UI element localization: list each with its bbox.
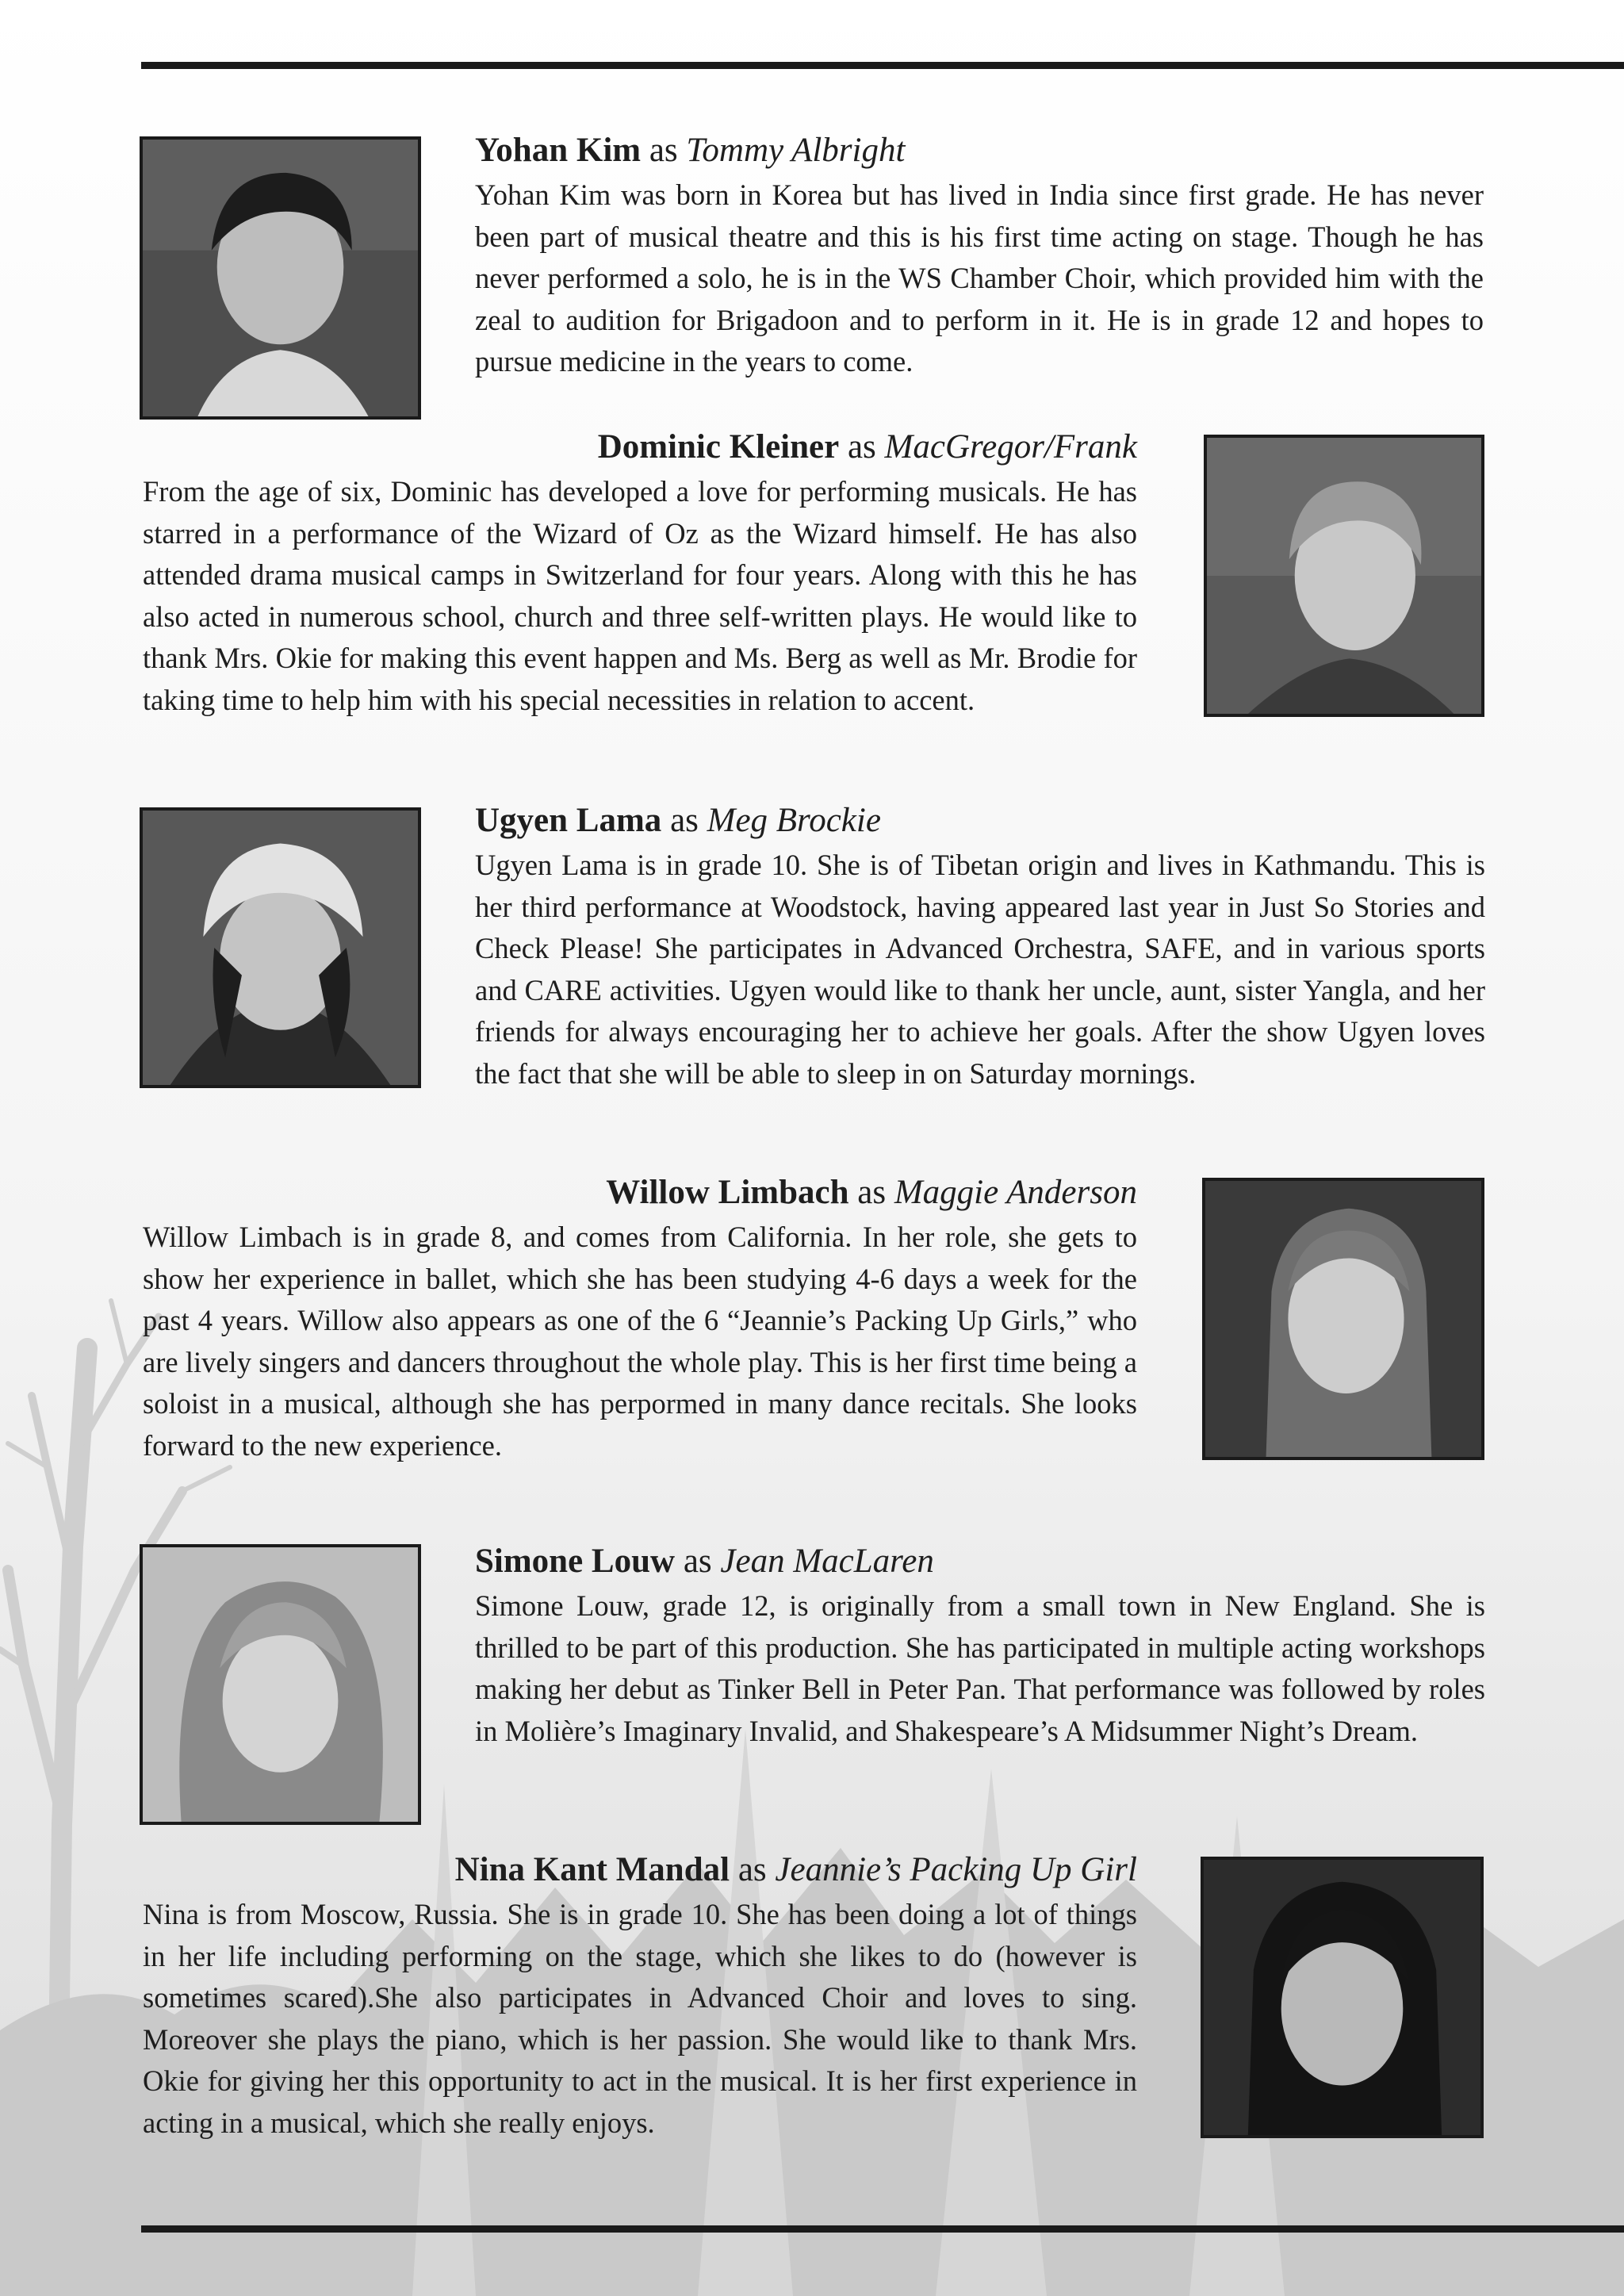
as-word: as [847,428,876,466]
actor-name: Dominic Kleiner [597,428,840,466]
top-rule [141,62,1624,69]
bio-heading [475,128,1484,173]
portrait-simone-louw [140,1544,421,1825]
actor-name: Simone Louw [475,1543,676,1580]
bottom-rule [141,2225,1624,2233]
as-word: as [683,1543,712,1580]
portrait-yohan-kim [140,136,421,420]
bio-heading [143,425,1137,470]
role-name: Meg Brockie [707,802,881,839]
role-name: Maggie Anderson [894,1174,1137,1211]
portrait-nina-kant-mandal [1201,1857,1484,2138]
portrait-dominic-kleiner [1204,435,1484,717]
bio-heading [143,1848,1137,1892]
actor-name: Willow Limbach [606,1174,849,1211]
bio-heading [143,1171,1137,1215]
actor-name: Ugyen Lama [475,802,662,839]
role-name: Jean MacLaren [720,1543,934,1580]
role-name: MacGregor/Frank [884,428,1137,466]
as-word: as [857,1174,887,1211]
actor-name: Nina Kant Mandal [454,1851,730,1888]
actor-name: Yohan Kim [475,132,642,169]
portrait-ugyen-lama [140,807,421,1088]
bio-text: Nina is from Moscow, Russia. She is in grade 10. She has been doing a lot of things in her life including performing on the stage, which she likes to do (however is sometimes scared).She also participates in Advanced Choir and loves to sing. Moreover she plays the piano, which is her passion. She would like to thank Mrs. Okie for giving her this opportunity to act in the musical. It is her first experience in acting in a musical, which she really enjoys. [143,1898,1137,2139]
bio-text: From the age of six, Dominic has developed a love for performing musicals. He has starred in a performance of the Wizard of Oz as the Wizard himself. He has also attended drama musical camps in Switzerland for four years. Along with this he has also acted in numerous school, church and three self-written plays. He would like to thank Mrs. Okie for making this event happen and Ms. Berg as well as Mr. Brodie for taking time to help him with his special necessities in relation to accent. [143,475,1137,716]
as-word: as [737,1851,767,1888]
as-word: as [649,132,678,169]
as-word: as [670,802,699,839]
bio-text: Willow Limbach is in grade 8, and comes from California. In her role, she gets to show her experience in ballet, which she has been studying 4-6 days a week for the past 4 years. Willow also appears as one of the 6 “Jeannie’s Packing Up Girls,” who are lively singers and dancers throughout the whole play. This is her first time being a soloist in a musical, although she has perpormed in many dance recitals. She looks forward to the new experience. [143,1221,1137,1462]
role-name: Tommy Albright [686,132,906,169]
role-name: Jeannie’s Packing Up Girl [775,1851,1137,1888]
portrait-willow-limbach [1202,1178,1484,1460]
bio-text: Simone Louw, grade 12, is originally from a small town in New England. She is thrilled to be part of this production. She has participated in multiple acting workshops making her debut as Tinker Bell in Peter Pan. That performance was followed by roles in Molière’s Imaginary Invalid, and Shakespeare’s A Midsummer Night’s Dream. [475,1589,1485,1747]
bio-heading [475,1539,1485,1584]
bio-text: Ugyen Lama is in grade 10. She is of Tibetan origin and lives in Kathmandu. This is her third performance at Woodstock, having appeared last year in Just So Stories and Check Please! She participates in Advanced Orchestra, SAFE, and in various sports and CARE activities. Ugyen would like to thank her uncle, aunt, sister Yangla, and her friends for always encouraging her to achieve her goals. After the show Ugyen loves the fact that she will be able to sleep in on Saturday mornings. [475,849,1485,1090]
bio-text: Yohan Kim was born in Korea but has lived in India since first grade. He has never been part of musical theatre and this is his first time acting on stage. Though he has never performed a solo, he is in the WS Chamber Choir, which provided him with the zeal to audition for Brigadoon and to perform in it. He is in grade 12 and hopes to pursue medicine in the years to come. [475,178,1484,378]
bio-heading [475,799,1485,843]
